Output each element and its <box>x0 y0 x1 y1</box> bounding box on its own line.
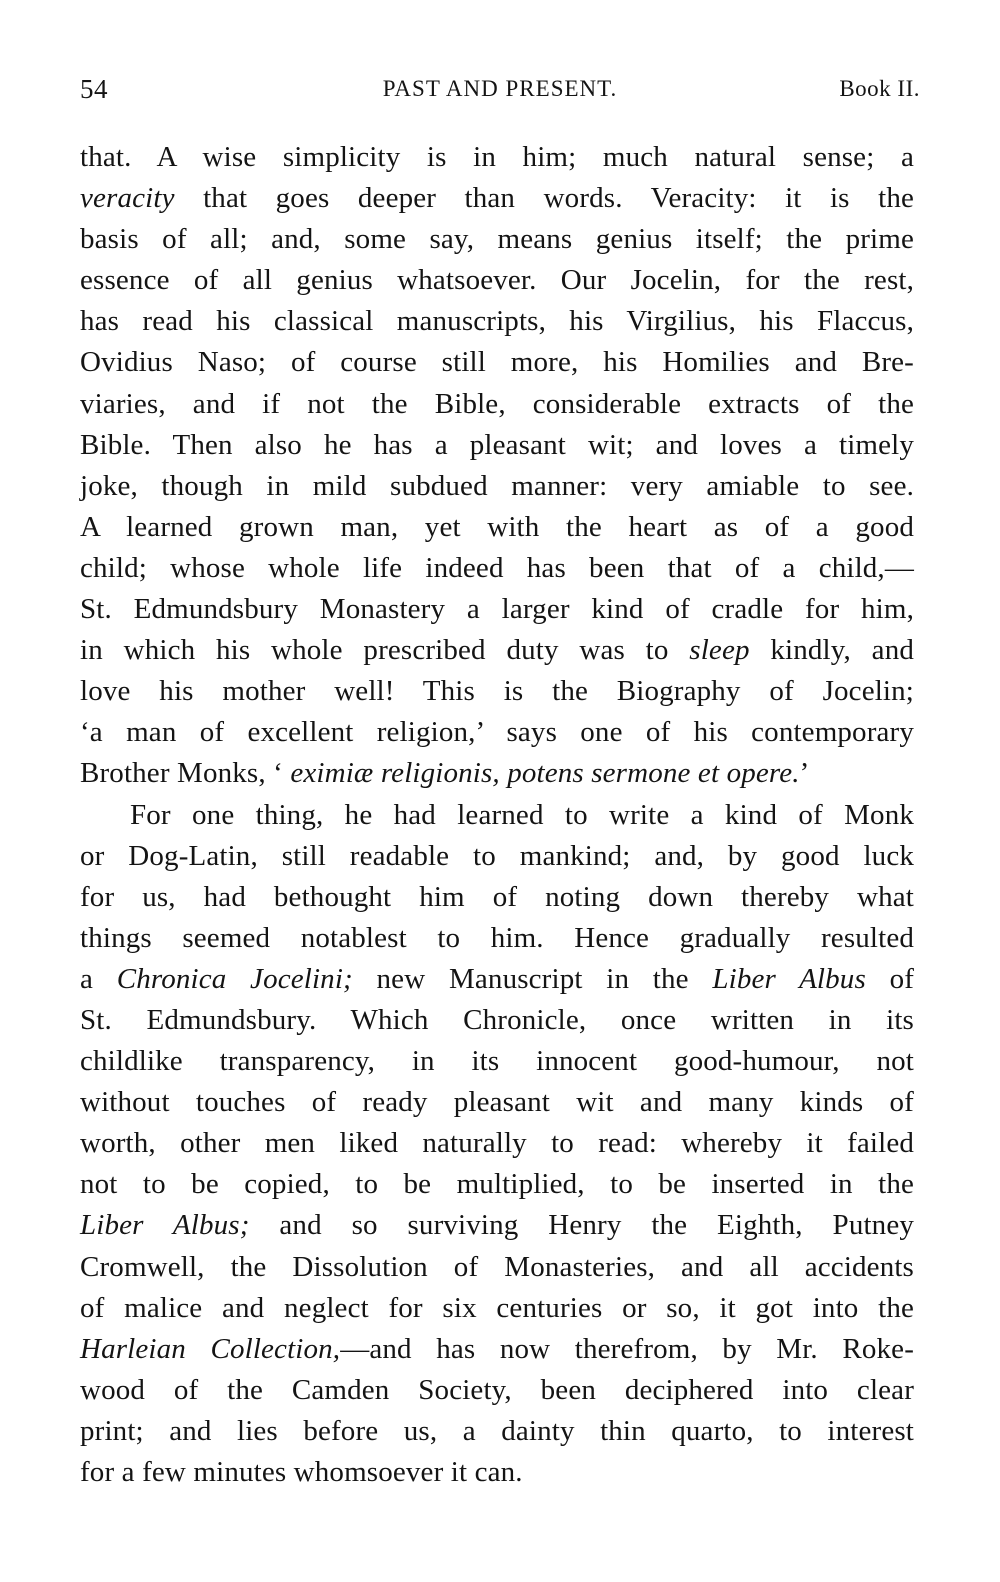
text-run: For one thing, he had learned to write a kind of Monk <box>130 798 914 831</box>
text-run: Ovidius Naso; of course still more, his Homilies and Bre- <box>80 346 914 379</box>
text-line <box>80 1288 914 1329</box>
text-line <box>80 301 914 342</box>
text-line <box>80 548 914 589</box>
text-line <box>80 1123 914 1164</box>
text-run: worth, other men liked naturally to read: whereby it failed <box>80 1127 914 1160</box>
text-run: viaries, and if not the Bible, considerable extracts of the <box>80 387 914 420</box>
text-run: that goes deeper than words. Veracity: it is the <box>174 182 914 215</box>
text-run: new Manuscript in the <box>352 962 713 995</box>
text-run: things seemed notablest to him. Hence gradually resulted <box>80 921 914 954</box>
text-line <box>80 671 914 712</box>
text-line <box>80 836 914 877</box>
text-run: has read his classical manuscripts, his Virgilius, his Flaccus, <box>80 305 914 338</box>
text-run: Brother Monks, ‘ <box>80 757 291 790</box>
text-run: a <box>80 962 117 995</box>
text-line <box>80 507 914 548</box>
text-line <box>80 1082 914 1123</box>
text-run: not to be copied, to be multiplied, to be inserted in the <box>80 1168 914 1201</box>
text-run: in which his whole prescribed duty was to <box>80 634 690 667</box>
text-line <box>80 466 914 507</box>
text-line <box>80 1247 914 1288</box>
text-line <box>80 219 914 260</box>
running-head <box>80 74 920 108</box>
text-line <box>80 1164 914 1205</box>
text-run: of malice and neglect for six centuries or so, it got into the <box>80 1291 914 1324</box>
text-line <box>80 712 914 753</box>
text-run: without touches of ready pleasant wit and many kinds of <box>80 1086 914 1119</box>
italic-text: Liber Albus <box>712 962 866 995</box>
text-run: and so surviving Henry the Eighth, Putney <box>249 1209 914 1242</box>
text-line <box>80 589 914 630</box>
text-line <box>80 1411 914 1452</box>
text-line <box>80 630 914 671</box>
text-run: Bible. Then also he has a pleasant wit; and loves a timely <box>80 428 914 461</box>
text-line <box>80 342 914 383</box>
text-run: ‘a man of excellent religion,’ says one of his contemporary <box>80 716 914 749</box>
text-line <box>80 1205 914 1246</box>
text-run: A learned grown man, yet with the heart as of a good <box>80 510 914 543</box>
text-run: basis of all; and, some say, means genius itself; the prime <box>80 223 914 256</box>
text-run: that. A wise simplicity is in him; much natural sense; a <box>80 141 914 173</box>
body-text <box>80 137 914 1493</box>
text-line <box>80 137 914 178</box>
text-run: Cromwell, the Dissolution of Monasteries, and all accidents <box>80 1250 914 1283</box>
text-run: love his mother well! This is the Biography of Jocelin; <box>80 675 914 708</box>
text-run: —and has now therefrom, by Mr. Roke- <box>340 1332 914 1365</box>
text-line <box>80 178 914 219</box>
text-run: print; and lies before us, a dainty thin quarto, to interest <box>80 1414 914 1447</box>
running-title: PAST AND PRESENT. <box>382 76 618 101</box>
text-run: essence of all genius whatsoever. Our Jocelin, for the rest, <box>80 264 914 297</box>
text-run: for a few minutes whomsoever it can. <box>80 1456 523 1488</box>
book-label: Book II. <box>839 76 920 101</box>
text-line <box>80 260 914 301</box>
text-line <box>80 753 914 794</box>
text-run: for us, had bethought him of noting down thereby what <box>80 880 914 913</box>
text-run: kindly, and <box>749 634 914 667</box>
text-run: joke, though in mild subdued manner: very amiable to see. <box>80 469 914 502</box>
text-line <box>80 1000 914 1041</box>
text-line <box>80 1370 914 1411</box>
text-line <box>80 384 914 425</box>
text-run: or Dog-Latin, still readable to mankind; and, by good luck <box>80 839 914 872</box>
italic-text: Chronica Jocelini; <box>116 962 353 995</box>
text-run: St. Edmundsbury. Which Chronicle, once written in its <box>80 1003 914 1036</box>
text-line <box>80 1452 914 1493</box>
italic-text: veracity <box>80 182 175 215</box>
text-run: childlike transparency, in its innocent good-humour, not <box>80 1045 914 1078</box>
text-run: St. Edmundsbury Monastery a larger kind of cradle for him, <box>80 593 914 626</box>
page-number: 54 <box>80 74 108 104</box>
text-run: ’ <box>799 757 810 790</box>
text-run: child; whose whole life indeed has been that of a child,— <box>80 551 914 584</box>
text-line <box>80 1329 914 1370</box>
italic-text: eximiæ religionis, potens sermone et opere. <box>290 757 800 790</box>
text-line <box>80 918 914 959</box>
text-line <box>80 1041 914 1082</box>
text-line <box>80 877 914 918</box>
text-run: wood of the Camden Society, been deciphered into clear <box>80 1373 914 1406</box>
text-run: of <box>865 962 915 995</box>
text-line <box>80 959 914 1000</box>
italic-text: sleep <box>689 634 750 667</box>
text-line <box>80 425 914 466</box>
text-line <box>80 795 914 836</box>
italic-text: Harleian Collection, <box>80 1332 341 1365</box>
italic-text: Liber Albus; <box>80 1209 250 1242</box>
